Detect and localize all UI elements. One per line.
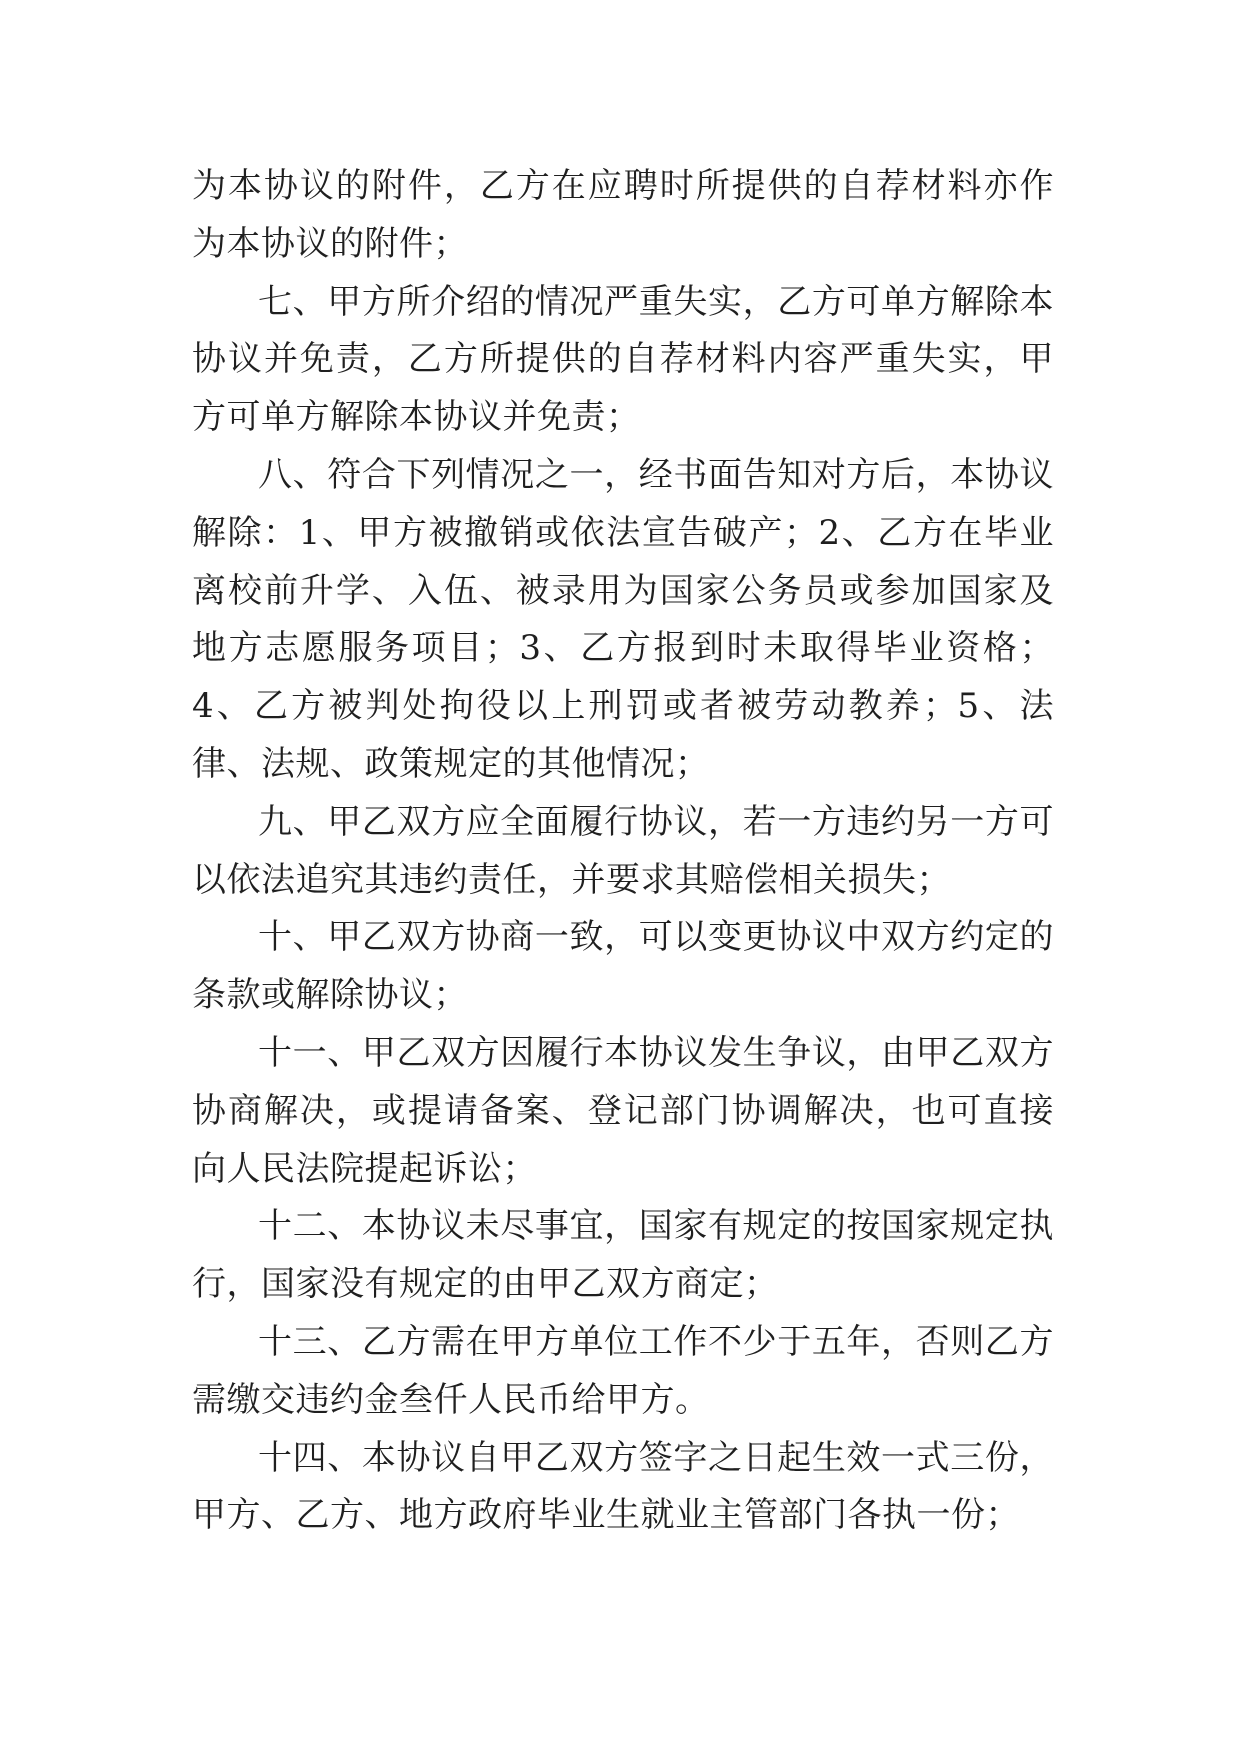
clause-9: 九、甲乙双方应全面履行协议，若一方违约另一方可以依法追究其违约责任，并要求其赔偿相关损失； [192,801,1054,900]
paragraph-continuation-annex: 为本协议的附件，乙方在应聘时所提供的自荐材料亦作为本协议的附件； [192,166,1054,264]
clause-12: 十二、本协议未尽事宜，国家有规定的按国家规定执行，国家没有规定的由甲乙双方商定； [192,1206,1054,1305]
document-body [192,158,1054,1545]
clause-7: 七、甲方所介绍的情况严重失实，乙方可单方解除本协议并免责，乙方所提供的自荐材料内容严重失实，甲方可单方解除本协议并免责； [192,281,1054,438]
clause-13: 十三、乙方需在甲方单位工作不少于五年，否则乙方需缴交违约金叁仟人民币给甲方。 [192,1321,1054,1420]
clause-10: 十、甲乙双方协商一致，可以变更协议中双方约定的条款或解除协议； [192,917,1054,1016]
clause-8: 八、符合下列情况之一，经书面告知对方后，本协议解除：1、甲方被撤销或依法宣告破产；2、乙方在毕业离校前升学、入伍、被录用为国家公务员或参加国家及地方志愿服务项目；3、乙方报到时未取得毕业资格；4、乙方被判处拘役以上刑罚或者被劳动教养；5、法律、法规、政策规定的其他情况； [192,454,1054,784]
clause-11: 十一、甲乙双方因履行本协议发生争议，由甲乙双方协商解决，或提请备案、登记部门协调解决，也可直接向人民法院提起诉讼； [192,1032,1054,1189]
clause-14: 十四、本协议自甲乙双方签字之日起生效一式三份，甲方、乙方、地方政府毕业生就业主管部门各执一份； [192,1437,1054,1536]
